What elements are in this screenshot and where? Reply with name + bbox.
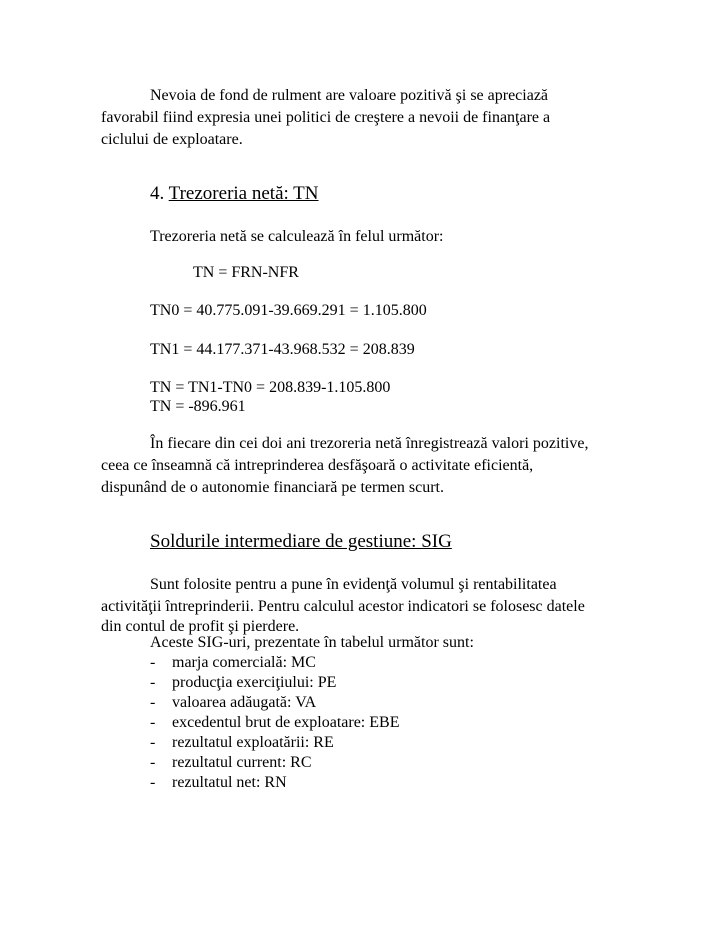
- list-bullet: -: [150, 714, 156, 731]
- intro-line-1: Nevoia de fond de rulment are valoare pozitivă şi se apreciază: [150, 87, 549, 104]
- sig-list-item: [150, 733, 334, 753]
- list-item-text: rezultatul net: RN: [172, 774, 287, 791]
- list-item-text: rezultatul current: RC: [172, 754, 312, 771]
- list-item-text: valoarea adăugată: VA: [172, 694, 317, 711]
- sig-para-line-2: activităţii întreprinderii. Pentru calculul acestor indicatori se folosesc datele: [101, 598, 585, 615]
- section-4-description: Trezoreria netă se calculează în felul următor:: [150, 228, 444, 245]
- list-bullet: -: [150, 774, 156, 791]
- sig-list-item: [150, 693, 317, 713]
- sig-list-item: [150, 653, 316, 673]
- section-4-heading: [150, 182, 319, 206]
- intro-line-2: favorabil fiind expresia unei politici de creştere a nevoii de finanţare a: [101, 109, 551, 126]
- conclusion-line-2: ceea ce înseamnă că intreprinderea desfăşoară o activitate eficientă,: [101, 457, 534, 474]
- section-4-number: 4.: [150, 183, 165, 204]
- sig-heading: Soldurile intermediare de gestiune: SIG: [150, 531, 452, 552]
- sig-list-intro: Aceste SIG-uri, prezentate în tabelul următor sunt:: [150, 634, 474, 651]
- list-bullet: -: [150, 754, 156, 771]
- tn-formula: TN = FRN-NFR: [193, 264, 299, 281]
- sig-para-line-3: din contul de profit şi pierdere.: [101, 618, 300, 635]
- sig-list-item: [150, 673, 337, 693]
- intro-line-3: ciclului de exploatare.: [101, 131, 243, 148]
- section-4-title: Trezoreria netă: TN: [168, 183, 319, 204]
- list-item-text: rezultatul exploatării: RE: [172, 734, 334, 751]
- sig-para-line-1: Sunt folosite pentru a pune în evidenţă volumul şi rentabilitatea: [150, 576, 557, 593]
- conclusion-line-1: În fiecare din cei doi ani trezoreria netă înregistrează valori pozitive,: [150, 435, 589, 452]
- list-bullet: -: [150, 734, 156, 751]
- sig-list-item: [150, 713, 400, 733]
- list-item-text: excedentul brut de exploatare: EBE: [172, 714, 400, 731]
- tn0-calculation: TN0 = 40.775.091-39.669.291 = 1.105.800: [150, 302, 427, 319]
- conclusion-line-3: dispunând de o autonomie financiară pe termen scurt.: [101, 479, 444, 496]
- list-bullet: -: [150, 694, 156, 711]
- list-item-text: marja comercială: MC: [172, 654, 316, 671]
- tn-difference: TN = TN1-TN0 = 208.839-1.105.800: [150, 379, 391, 396]
- sig-list-item: [150, 773, 287, 793]
- list-bullet: -: [150, 674, 156, 691]
- tn-result: TN = -896.961: [150, 398, 246, 415]
- tn1-calculation: TN1 = 44.177.371-43.968.532 = 208.839: [150, 341, 415, 358]
- sig-list-item: [150, 753, 312, 773]
- list-item-text: producţia exerciţiului: PE: [172, 674, 337, 691]
- list-bullet: -: [150, 654, 156, 671]
